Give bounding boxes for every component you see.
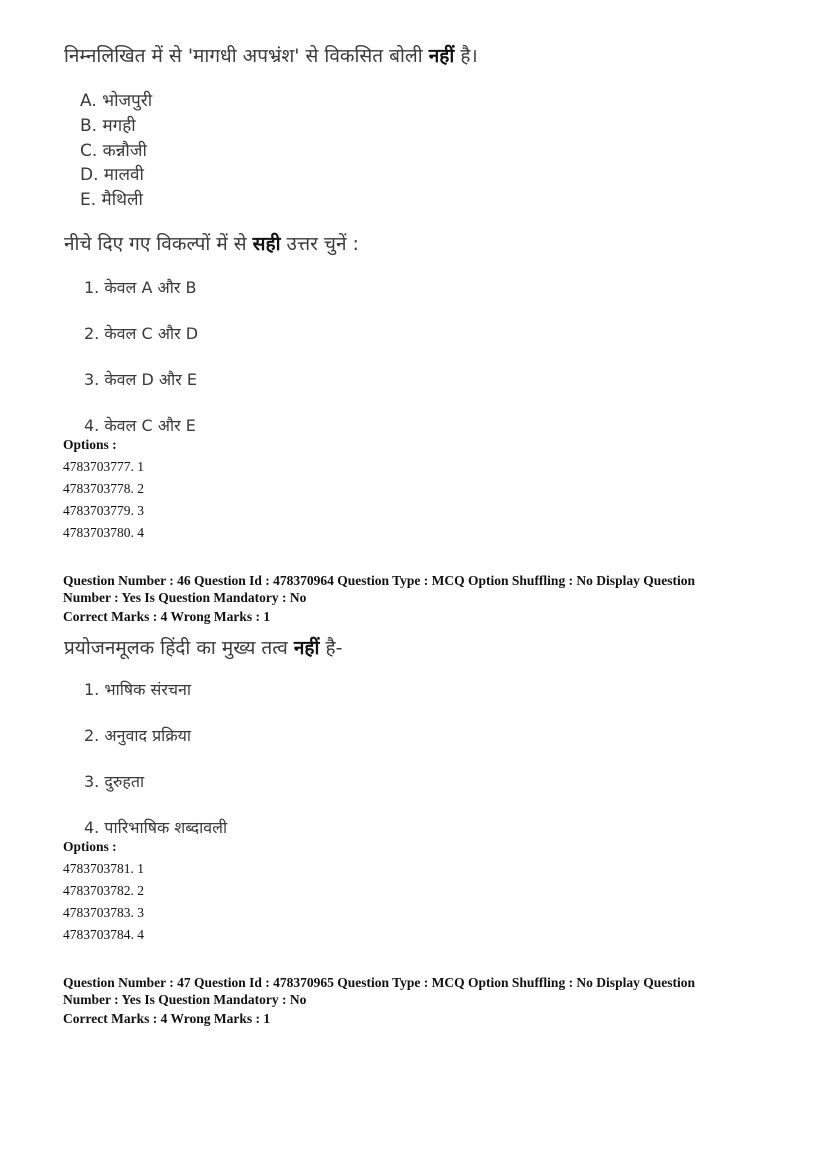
q46-meta-line2: Number : Yes Is Question Mandatory : No — [63, 590, 307, 605]
q45-option-id-2: 4783703778. 2 — [63, 481, 144, 496]
q45-letter-option-d: D. मालवी — [80, 165, 144, 185]
q46-options-label: Options : — [63, 839, 117, 854]
q45-letter-option-e: E. मैथिली — [80, 190, 143, 210]
q46-option-id-3: 4783703783. 3 — [63, 905, 144, 920]
q45-letter-option-b: B. मगही — [80, 116, 136, 136]
q47-meta-line1: Question Number : 47 Question Id : 478370965 Question Type : MCQ Option Shuffling : No Display Question — [63, 975, 695, 990]
q46-numbered-option-2: 2. अनुवाद प्रक्रिया — [84, 726, 192, 745]
q47-meta-line3: Correct Marks : 4 Wrong Marks : 1 — [63, 1011, 271, 1026]
q46-meta-line3: Correct Marks : 4 Wrong Marks : 1 — [63, 609, 271, 624]
q45-letter-option-a: A. भोजपुरी — [80, 91, 153, 111]
q46-question-text: प्रयोजनमूलक हिंदी का मुख्य तत्व नहीं है- — [64, 637, 343, 659]
q45-option-id-4: 4783703780. 4 — [63, 525, 144, 540]
q45-numbered-option-2: 2. केवल C और D — [84, 324, 199, 343]
q45-numbered-option-1: 1. केवल A और B — [84, 278, 197, 297]
q46-meta-line1: Question Number : 46 Question Id : 478370964 Question Type : MCQ Option Shuffling : No Display Question — [63, 573, 695, 588]
q45-numbered-option-3: 3. केवल D और E — [84, 370, 197, 389]
q46-numbered-option-4: 4. पारिभाषिक शब्दावली — [84, 818, 228, 837]
q46-option-id-4: 4783703784. 4 — [63, 927, 144, 942]
q47-meta — [63, 974, 763, 1027]
q46-option-id-2: 4783703782. 2 — [63, 883, 144, 898]
q45-letter-option-c: C. कन्नौजी — [80, 141, 147, 161]
q45-numbered-option-4: 4. केवल C और E — [84, 416, 196, 435]
q45-option-id-3: 4783703779. 3 — [63, 503, 144, 518]
q46-numbered-option-1: 1. भाषिक संरचना — [84, 680, 192, 699]
q45-options-label: Options : — [63, 437, 117, 452]
q46-meta — [63, 572, 763, 625]
q46-numbered-option-3: 3. दुरुहता — [84, 772, 145, 791]
q47-meta-line2: Number : Yes Is Question Mandatory : No — [63, 992, 307, 1007]
q45-option-id-1: 4783703777. 1 — [63, 459, 144, 474]
q45-instruction: नीचे दिए गए विकल्पों में से सही उत्तर चुनें : — [64, 233, 359, 255]
q45-question-text: निम्नलिखित में से 'मागधी अपभ्रंश' से विकसित बोली नहीं है। — [64, 45, 478, 67]
q46-option-id-1: 4783703781. 1 — [63, 861, 144, 876]
